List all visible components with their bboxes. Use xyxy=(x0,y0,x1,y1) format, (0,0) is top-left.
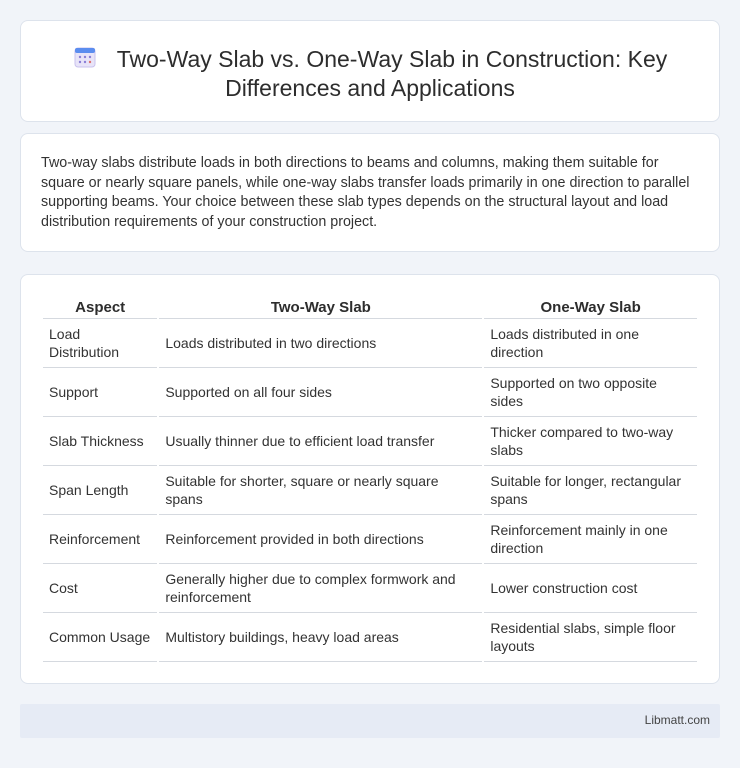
table-row xyxy=(43,613,697,662)
cell-one-way: Thicker compared to two-way slabs xyxy=(484,417,697,466)
cell-one-way: Suitable for longer, rectangular spans xyxy=(484,466,697,515)
header-aspect: Aspect xyxy=(43,295,157,319)
table-row xyxy=(43,515,697,564)
cell-aspect: Span Length xyxy=(43,466,157,515)
comparison-table xyxy=(41,295,699,662)
table-row xyxy=(43,368,697,417)
footer-link[interactable]: Libmatt.com xyxy=(644,713,710,727)
table-card xyxy=(20,274,720,684)
cell-one-way: Lower construction cost xyxy=(484,564,697,613)
cell-two-way: Multistory buildings, heavy load areas xyxy=(159,613,482,662)
cell-one-way: Reinforcement mainly in one direction xyxy=(484,515,697,564)
cell-aspect: Slab Thickness xyxy=(43,417,157,466)
table-row xyxy=(43,417,697,466)
intro-card xyxy=(20,133,720,252)
title-wrap xyxy=(61,45,679,103)
calendar-icon xyxy=(73,45,97,69)
page-title: Two-Way Slab vs. One-Way Slab in Construction: Key Differences and Applications xyxy=(116,46,668,101)
footer xyxy=(20,704,720,738)
cell-aspect: Reinforcement xyxy=(43,515,157,564)
table-header-row xyxy=(43,295,697,319)
cell-one-way: Supported on two opposite sides xyxy=(484,368,697,417)
header-two-way-slab: Two-Way Slab xyxy=(159,295,482,319)
cell-aspect: Support xyxy=(43,368,157,417)
cell-two-way: Usually thinner due to efficient load transfer xyxy=(159,417,482,466)
table-row xyxy=(43,466,697,515)
header-one-way-slab: One-Way Slab xyxy=(484,295,697,319)
cell-one-way: Residential slabs, simple floor layouts xyxy=(484,613,697,662)
cell-two-way: Reinforcement provided in both directions xyxy=(159,515,482,564)
cell-aspect: Load Distribution xyxy=(43,319,157,368)
cell-two-way: Generally higher due to complex formwork and reinforcement xyxy=(159,564,482,613)
cell-two-way: Loads distributed in two directions xyxy=(159,319,482,368)
table-row xyxy=(43,319,697,368)
cell-aspect: Cost xyxy=(43,564,157,613)
cell-two-way: Supported on all four sides xyxy=(159,368,482,417)
cell-one-way: Loads distributed in one direction xyxy=(484,319,697,368)
cell-aspect: Common Usage xyxy=(43,613,157,662)
cell-two-way: Suitable for shorter, square or nearly square spans xyxy=(159,466,482,515)
table-row xyxy=(43,564,697,613)
title-card xyxy=(20,20,720,122)
intro-paragraph: Two-way slabs distribute loads in both directions to beams and columns, making them suitable for square or nearly square panels, while one-way slabs transfer loads primarily in one direction to parallel supporting beams. Your choice between these slab types depends on the structural layout and load distribution requirements of your construction project. xyxy=(41,155,690,230)
